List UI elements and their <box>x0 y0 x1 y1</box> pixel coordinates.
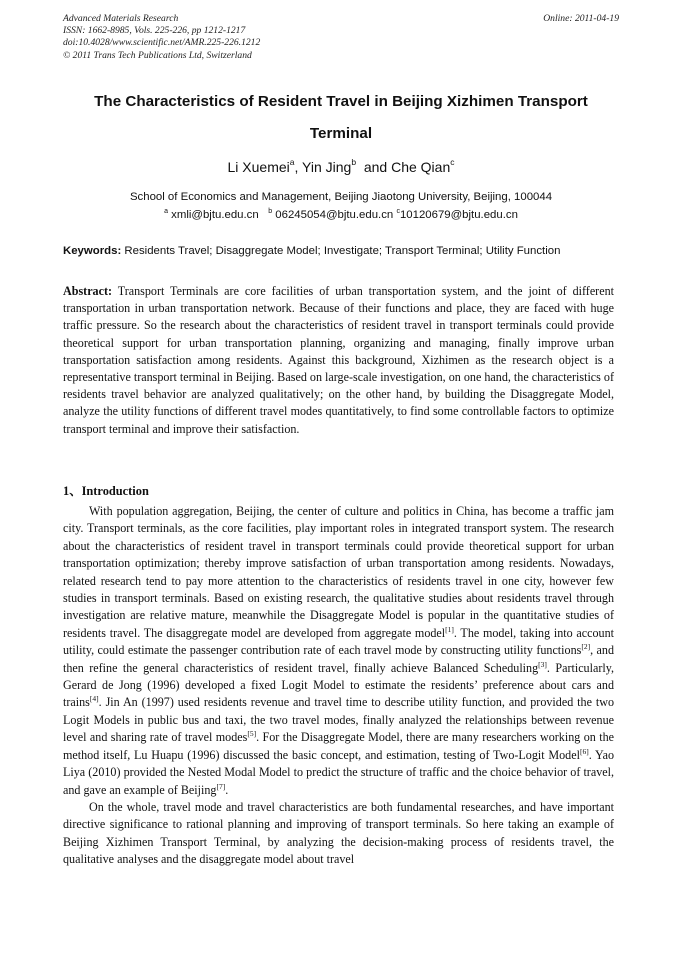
online-date: Online: 2011-04-19 <box>543 13 619 24</box>
intro-paragraph-1 <box>63 503 614 799</box>
keywords-label: Keywords: <box>63 245 122 257</box>
journal-name: Advanced Materials Research <box>63 13 179 24</box>
citation-ref[interactable]: [4] <box>89 694 99 704</box>
author-list <box>63 157 619 177</box>
abstract-text: Transport Terminals are core facilities of urban transportation system, and the joint of different transportation in urban transportation network. Because of their functions and place, they are faced with huge traffic pressure. So the research about the characteristics of resident travel in transport terminals could provide theoretical support for urban transportation planning, organizing and managing, finally improve urban transportation satisfaction among residents. Against this background, Xizhimen as the research object is a representative transport terminal in Beijing. Based on large-scale investigation, on one hand, the characteristics of residents travel behavior are analyzed qualitatively; on the other hand, by building the Disaggregate Model, analyze the utility functions of different travel modes quantitatively, to find some controllable factors to optimize transport terminal and improve their satisfaction. <box>63 284 614 436</box>
affiliation-block <box>63 188 619 224</box>
email-link[interactable]: 06245054@bjtu.edu.cn <box>275 209 394 221</box>
citation-ref[interactable]: [7] <box>216 781 226 791</box>
text-run: . Jin An (1997) used residents revenue and travel time to describe utility function, and provided the two Logit Models in public bus and taxi, the two travel modes, finally analyzed the relationships between revenue level and sharing rate of travel modes <box>63 695 614 745</box>
journal-header <box>63 13 619 62</box>
abstract-paragraph <box>63 283 614 438</box>
journal-doi: doi:10.4028/www.scientific.net/AMR.225-226.1212 <box>63 37 261 49</box>
author-separator: and <box>356 159 392 175</box>
text-run: . The model, taking into account utility, could estimate the passenger contribution rate of each travel mode by constructing utility functions <box>63 625 615 658</box>
keywords-line <box>63 243 619 259</box>
author-name: Li Xuemei <box>227 159 290 175</box>
email-link[interactable]: xmli@bjtu.edu.cn <box>171 209 259 221</box>
citation-ref[interactable]: [5] <box>247 729 257 739</box>
citation-ref[interactable]: [2] <box>581 642 591 652</box>
intro-paragraph-2: On the whole, travel mode and travel characteristics are both fundamental researches, and have important directive significance to rational planning and improving of transport terminals. So here taking an example of Beijing Xizhimen Transport Terminal, by analyzing the decision-making process of residents travel, the qualitative analyses and the disaggregate model about travel <box>63 799 614 867</box>
email-mark: b <box>268 208 273 215</box>
abstract-label: Abstract: <box>63 284 113 298</box>
text-run: . Yao Liya (2010) provided the Nested Modal Model to predict the structure of traffic and the choice behavior of travel, and gave an example of Beijing <box>63 747 614 797</box>
section-heading-introduction: 1、Introduction <box>63 484 149 498</box>
title-line-2: Terminal <box>309 125 373 142</box>
author-name: Yin Jing <box>302 159 352 175</box>
email-mark: c <box>396 208 400 215</box>
author-separator: , <box>294 159 303 175</box>
paper-title <box>63 86 619 150</box>
email-link[interactable]: 10120679@bjtu.edu.cn <box>399 209 518 221</box>
journal-copyright: © 2011 Trans Tech Publications Ltd, Switzerland <box>63 49 252 61</box>
journal-issn: ISSN: 1662-8985, Vols. 225-226, pp 1212-1217 <box>63 25 246 37</box>
text-run: . For the Disaggregate Model, there are many researchers working on the method itself, Lu Huapu (1996) discussed the basic concept, and estimation, testing of Two-Logit Model <box>63 730 614 762</box>
text-run: . Particularly, Gerard de Jong (1996) developed a fixed Logit Model to estimate the residents’ preference about cars and trains <box>63 660 615 710</box>
email-list <box>63 206 619 224</box>
text-run: . <box>225 782 229 797</box>
citation-ref[interactable]: [1] <box>445 624 454 634</box>
citation-ref[interactable]: [3] <box>538 659 547 669</box>
text-run: With population aggregation, Beijing, the center of culture and politics in China, has become a traffic jam city. Transport terminals, as the core facilities, play important roles in integrated transport system. The research about the characteristics of resident travel in transport terminals could provide theoretical support for urban transportation optimization; thereby improve satisfaction of urban transportation among residents. Nowadays, related research tend to pay more attention to the characteristics of residents travel in one city, however few studies in transport terminals. Based on existing research, the qualitative studies about residents travel through investigation are relative mature, meanwhile the Disaggregate Model is popular in the quantitative studies of residents travel. The disaggregate model are developed from aggregate model <box>63 504 614 640</box>
email-mark: a <box>164 208 168 215</box>
author-mark: a <box>289 157 295 167</box>
author-mark: b <box>351 157 357 167</box>
text-run: , and then refine the general characteristics of resident travel, finally achieve Balanced Scheduling <box>63 643 614 675</box>
keywords-text: Residents Travel; Disaggregate Model; Investigate; Transport Terminal; Utility Function <box>124 245 561 257</box>
citation-ref[interactable]: [6] <box>579 746 589 756</box>
title-line-1: The Characteristics of Resident Travel in Beijing Xizhimen Transport <box>94 93 588 110</box>
introduction-body <box>63 503 614 869</box>
author-name: Che Qian <box>391 159 451 175</box>
affiliation: School of Economics and Management, Beijing Jiaotong University, Beijing, 100044 <box>129 191 553 203</box>
author-mark: c <box>450 157 455 167</box>
